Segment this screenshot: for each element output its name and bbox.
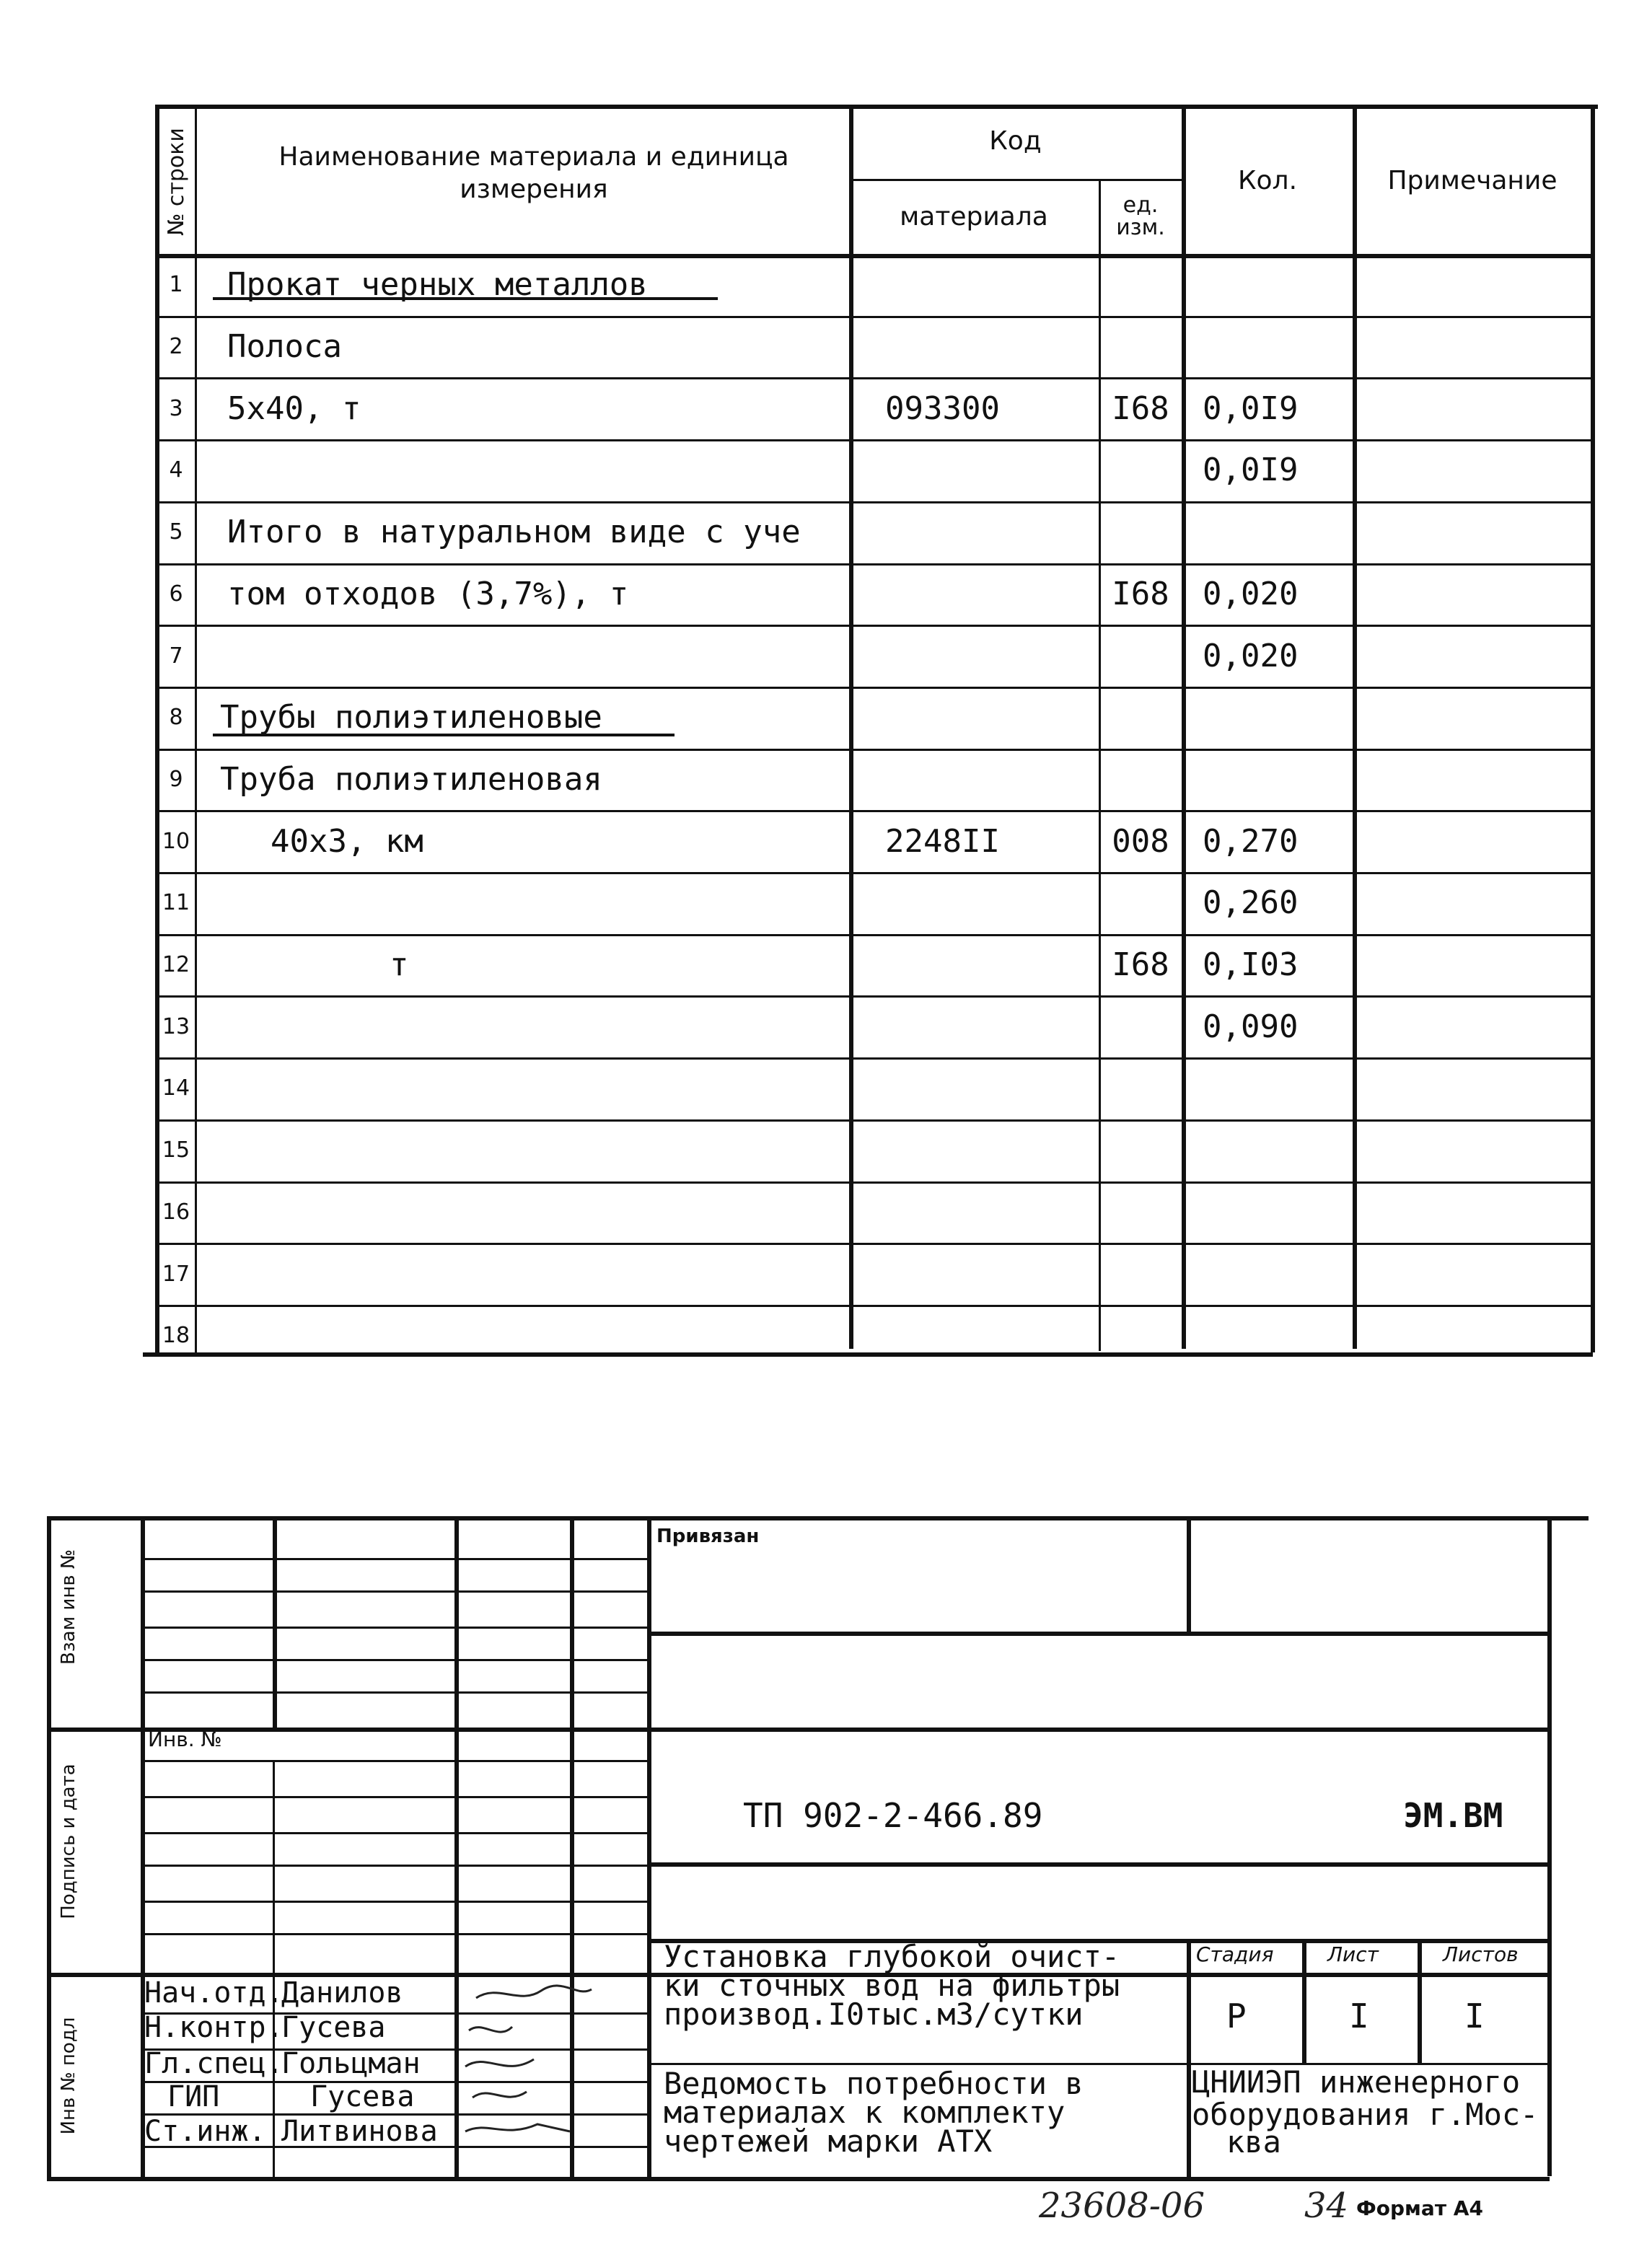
row-number: 15 <box>162 1137 190 1163</box>
material-name: Труба полиэтиленовая <box>220 760 602 798</box>
unit-code <box>1102 316 1179 378</box>
quantity <box>1185 687 1350 749</box>
signer-role: Ст.инж. <box>144 2115 266 2148</box>
quantity <box>1185 254 1350 316</box>
code-unit-header: ед. изм. <box>1116 192 1165 240</box>
quantity: 0,0I9 <box>1203 389 1299 427</box>
org-line-1: ЦНИИЭП инженерного <box>1192 2064 1521 2100</box>
quantity <box>1185 316 1350 378</box>
section-underline <box>213 297 718 300</box>
page-number: 34 <box>1304 2186 1349 2226</box>
stadia-value: Р <box>1226 1997 1247 2035</box>
material-code <box>853 316 1094 378</box>
quantity <box>1185 1057 1350 1119</box>
row-number: 14 <box>162 1075 190 1101</box>
quantity: 0,260 <box>1203 884 1299 922</box>
signer-name: Гольцман <box>281 2047 421 2080</box>
material-code <box>853 1305 1094 1367</box>
project-title-1: Установка глубокой очист- <box>664 1939 1120 1974</box>
list-label: Лист <box>1327 1942 1379 1966</box>
material-name: Итого в натуральном виде с уче <box>227 514 801 551</box>
signer-role: Нач.отд. <box>144 1976 284 2010</box>
material-code <box>853 625 1094 687</box>
material-name <box>227 1119 846 1181</box>
code-header: Код <box>989 126 1042 156</box>
material-code: 2248II <box>885 822 1000 860</box>
material-code: 093300 <box>885 389 1000 427</box>
row-number: 12 <box>162 952 190 978</box>
material-code <box>853 1119 1094 1181</box>
signer-name: Гусева <box>310 2080 415 2113</box>
signer-name: Литвинова <box>281 2115 438 2148</box>
material-name: 5х40, т <box>227 389 361 427</box>
unit-code <box>1102 1057 1179 1119</box>
sheet-title-3: чертежей марки АТХ <box>664 2123 993 2159</box>
list-value: I <box>1349 1997 1369 2035</box>
quantity: 0,020 <box>1203 575 1299 612</box>
material-code <box>853 501 1094 563</box>
row-number: 5 <box>169 519 183 545</box>
row-number: 1 <box>169 272 183 298</box>
unit-code <box>1102 1305 1179 1367</box>
row-number: 17 <box>162 1261 190 1287</box>
quantity: 0,270 <box>1203 822 1299 860</box>
org-line-2: оборудования г.Мос- <box>1192 2097 1539 2132</box>
quantity: 0,0I9 <box>1203 452 1299 489</box>
archive-number: 23608-06 <box>1039 2186 1205 2226</box>
material-name <box>227 1243 846 1305</box>
listov-value: I <box>1464 1997 1485 2035</box>
quantity: 0,I03 <box>1203 946 1299 984</box>
signer-role: Н.контр. <box>144 2011 284 2044</box>
note-header: Примечание <box>1387 165 1557 195</box>
format-label: Формат А4 <box>1356 2196 1483 2220</box>
unit-code <box>1102 1119 1179 1181</box>
name-header: Наименование материала и единица измерения <box>278 142 789 204</box>
material-code <box>853 934 1094 996</box>
material-name <box>227 1305 846 1367</box>
row-number: 6 <box>169 581 183 607</box>
signer-name: Гусева <box>281 2011 386 2044</box>
inv-podl-label: Инв № подл <box>58 2017 79 2135</box>
quantity <box>1185 1305 1350 1367</box>
unit-code <box>1102 439 1179 501</box>
signer-name: Данилов <box>281 1976 403 2010</box>
unit-code <box>1102 625 1179 687</box>
material-code <box>853 1243 1094 1305</box>
unit-code <box>1102 687 1179 749</box>
org-line-3: ква <box>1226 2124 1281 2160</box>
project-title-2: ки сточных вод на фильтры <box>664 1968 1120 2003</box>
row-number: 10 <box>162 828 190 854</box>
material-code <box>853 563 1094 625</box>
material-name <box>227 439 846 501</box>
material-code <box>853 995 1094 1057</box>
unit-code: I68 <box>1112 389 1169 427</box>
row-number: 18 <box>162 1323 190 1349</box>
unit-code: I68 <box>1112 575 1169 612</box>
material-name: Полоса <box>227 328 342 366</box>
row-number: 16 <box>162 1199 190 1225</box>
unit-code <box>1102 1181 1179 1244</box>
material-name <box>227 995 846 1057</box>
quantity <box>1185 1243 1350 1305</box>
signatures-image <box>454 1976 649 2178</box>
material-name <box>227 1057 846 1119</box>
listov-label: Листов <box>1443 1942 1519 1966</box>
quantity: 0,020 <box>1203 637 1299 674</box>
qty-header: Кол. <box>1237 165 1298 195</box>
material-code <box>853 439 1094 501</box>
stadia-label: Стадия <box>1196 1942 1274 1966</box>
material-name <box>227 625 846 687</box>
quantity <box>1185 501 1350 563</box>
material-code <box>853 1181 1094 1244</box>
unit-code <box>1102 749 1179 811</box>
row-number: 11 <box>162 890 190 916</box>
sheet-title-1: Ведомость потребности в <box>664 2066 1084 2101</box>
quantity <box>1185 1181 1350 1244</box>
quantity <box>1185 1119 1350 1181</box>
inv-no-label: Инв. № <box>148 1728 222 1751</box>
privyazan-label: Привязан <box>656 1526 760 1547</box>
quantity: 0,090 <box>1203 1008 1299 1045</box>
material-name: том отходов (3,7%), т <box>227 575 629 612</box>
material-code <box>853 254 1094 316</box>
material-name: т <box>390 946 409 984</box>
unit-code <box>1102 254 1179 316</box>
material-name: Прокат черных металлов <box>227 266 648 304</box>
unit-code <box>1102 1243 1179 1305</box>
signature-date-label: Подпись и дата <box>58 1764 79 1919</box>
doc-mark: ЭМ.ВМ <box>1403 1796 1503 1835</box>
material-code <box>853 687 1094 749</box>
unit-code <box>1102 872 1179 934</box>
sheet-title-2: материалах к комплекту <box>664 2095 1066 2130</box>
material-name <box>227 1181 846 1244</box>
signer-role: Гл.спец. <box>144 2047 284 2080</box>
material-name: Трубы полиэтиленовые <box>220 699 602 736</box>
unit-code <box>1102 995 1179 1057</box>
row-number: 2 <box>169 334 183 360</box>
row-number-header: № строки <box>164 128 189 236</box>
material-code <box>853 1057 1094 1119</box>
material-name <box>227 872 846 934</box>
material-name: 40х3, км <box>271 822 423 860</box>
section-underline <box>213 734 675 736</box>
material-code <box>853 872 1094 934</box>
project-title-3: производ.I0тыс.м3/сутки <box>664 1997 1084 2032</box>
row-number: 4 <box>169 457 183 483</box>
code-material-header: материала <box>900 201 1048 232</box>
row-number: 8 <box>169 705 183 731</box>
unit-code: 008 <box>1112 822 1169 860</box>
row-number: 9 <box>169 766 183 792</box>
doc-code: ТП 902-2-466.89 <box>743 1796 1043 1835</box>
signer-role: ГИП <box>167 2080 220 2113</box>
quantity <box>1185 749 1350 811</box>
row-number: 3 <box>169 395 183 421</box>
unit-code: I68 <box>1112 946 1169 984</box>
row-number: 7 <box>169 643 183 669</box>
unit-code <box>1102 501 1179 563</box>
row-number: 13 <box>162 1013 190 1039</box>
vzam-inv-label: Взам инв № <box>58 1549 79 1665</box>
material-code <box>853 749 1094 811</box>
